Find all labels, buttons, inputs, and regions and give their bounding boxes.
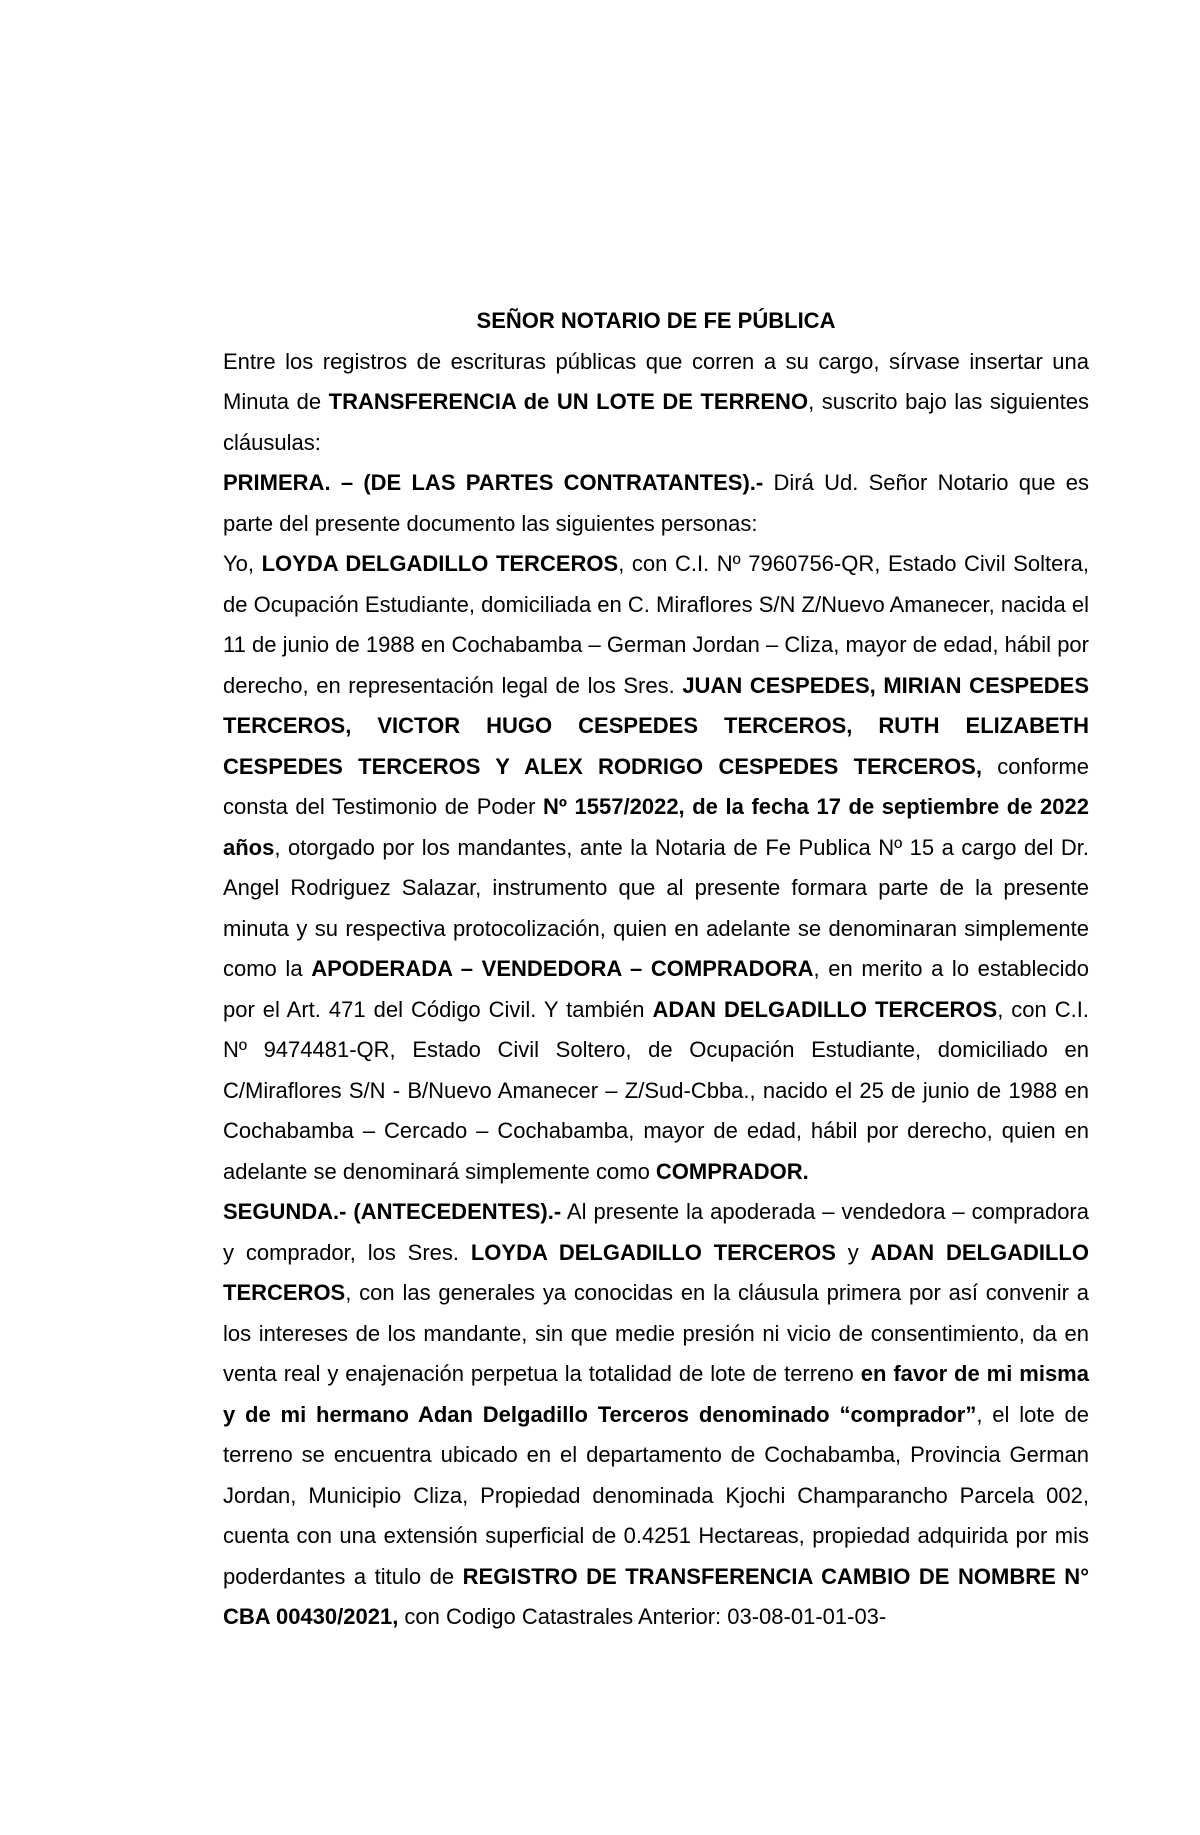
- text-run: Dirá Ud. Señor Notario que es parte del presente documento las siguientes personas:: [223, 470, 1089, 536]
- text-run-bold: LOYDA DELGADILLO TERCEROS: [261, 551, 619, 576]
- text-run: , suscrito bajo las siguientes cláusulas:: [223, 389, 1089, 455]
- document-title: SEÑOR NOTARIO DE FE PÚBLICA: [476, 308, 836, 333]
- text-run: Entre los registros de escrituras públicas que corren a su cargo, sírvase insertar una Minuta de: [223, 348, 1089, 414]
- text-run: , en merito a lo establecido por el Art. 471 del Código Civil. Y también: [223, 956, 1089, 1022]
- text-run: con Codigo Catastrales Anterior: 03-08-01-01-03-: [398, 1604, 887, 1629]
- text-run: , con las generales ya conocidas en la cláusula primera por así convenir a los intereses de los mandante, sin que medie presión ni vicio de consentimiento, da en venta real y enajenación perpetua la totalidad de lote de terreno: [223, 1280, 1089, 1386]
- text-run-bold: APODERADA – VENDEDORA – COMPRADORA: [311, 956, 814, 981]
- text-run: , el lote de terreno se encuentra ubicado en el departamento de Cochabamba, Provincia German Jordan, Municipio Cliza, Propiedad denominada Kjochi Champarancho Parcela 002, cuenta con una extensión superficial de 0.4251 Hectareas, propiedad adquirida por mis poderdantes a titulo de: [223, 1401, 1089, 1589]
- text-run-bold: JUAN CESPEDES, MIRIAN CESPEDES TERCEROS, VICTOR HUGO CESPEDES TERCEROS, RUTH ELIZABETH CESPEDES TERCEROS Y ALEX RODRIGO CESPEDES TERCEROS,: [223, 672, 1089, 779]
- text-run: Al presente la apoderada – vendedora – compradora y comprador, los Sres.: [223, 1199, 1089, 1265]
- text-run: , con C.I. Nº 9474481-QR, Estado Civil Soltero, de Ocupación Estudiante, domiciliado en C/Miraflores S/N - B/Nuevo Amanecer – Z/Sud-Cbba., nacido el 25 de junio de 1988 en Cochabamba – Cercado – Cochabamba, mayor de edad, hábil por derecho, quien en adelante se denominará simplemente como: [223, 996, 1089, 1184]
- text-run: Yo,: [223, 551, 262, 576]
- paragraph-intro: [223, 342, 1089, 464]
- text-run-bold: ADAN DELGADILLO TERCEROS: [223, 1239, 1089, 1305]
- text-run-bold: REGISTRO DE TRANSFERENCIA CAMBIO DE NOMBRE N° CBA 00430/2021,: [223, 1563, 1089, 1629]
- text-run: , con C.I. Nº 7960756-QR, Estado Civil Soltera, de Ocupación Estudiante, domiciliada en C. Miraflores S/N Z/Nuevo Amanecer, nacida el 11 de junio de 1988 en Cochabamba – German Jordan – Cliza, mayor de edad, hábil por derecho, en representación legal de los Sres.: [223, 551, 1089, 698]
- paragraph-clause-primera: [223, 463, 1089, 544]
- document-body: [223, 301, 1089, 1638]
- text-run-bold: en favor de mi misma y de mi hermano Adan Delgadillo Terceros denominado “comprador”: [223, 1361, 1089, 1427]
- text-run: y: [835, 1239, 871, 1265]
- text-run-bold: LOYDA DELGADILLO TERCEROS: [470, 1239, 836, 1265]
- clause-heading: PRIMERA. – (DE LAS PARTES CONTRATANTES).-: [223, 470, 764, 495]
- text-run-bold: TRANSFERENCIA de UN LOTE DE TERRENO: [328, 389, 809, 414]
- text-run: , otorgado por los mandantes, ante la Notaria de Fe Publica Nº 15 a cargo del Dr. Angel Rodriguez Salazar, instrumento que al presente formara parte de la presente minuta y su respectiva protocolización, quien en adelante se denominaran simplemente como la: [223, 834, 1089, 981]
- clause-heading: SEGUNDA.- (ANTECEDENTES).-: [223, 1199, 562, 1224]
- text-run-bold: ADAN DELGADILLO TERCEROS: [652, 996, 998, 1022]
- paragraph-parties: [223, 544, 1089, 1192]
- text-run: conforme consta del Testimonio de Poder: [223, 753, 1089, 819]
- paragraph-clause-segunda: [223, 1192, 1089, 1638]
- text-run-bold: Nº 1557/2022, de la fecha 17 de septiembre de 2022 años: [223, 794, 1089, 860]
- text-run-bold: COMPRADOR.: [655, 1158, 809, 1184]
